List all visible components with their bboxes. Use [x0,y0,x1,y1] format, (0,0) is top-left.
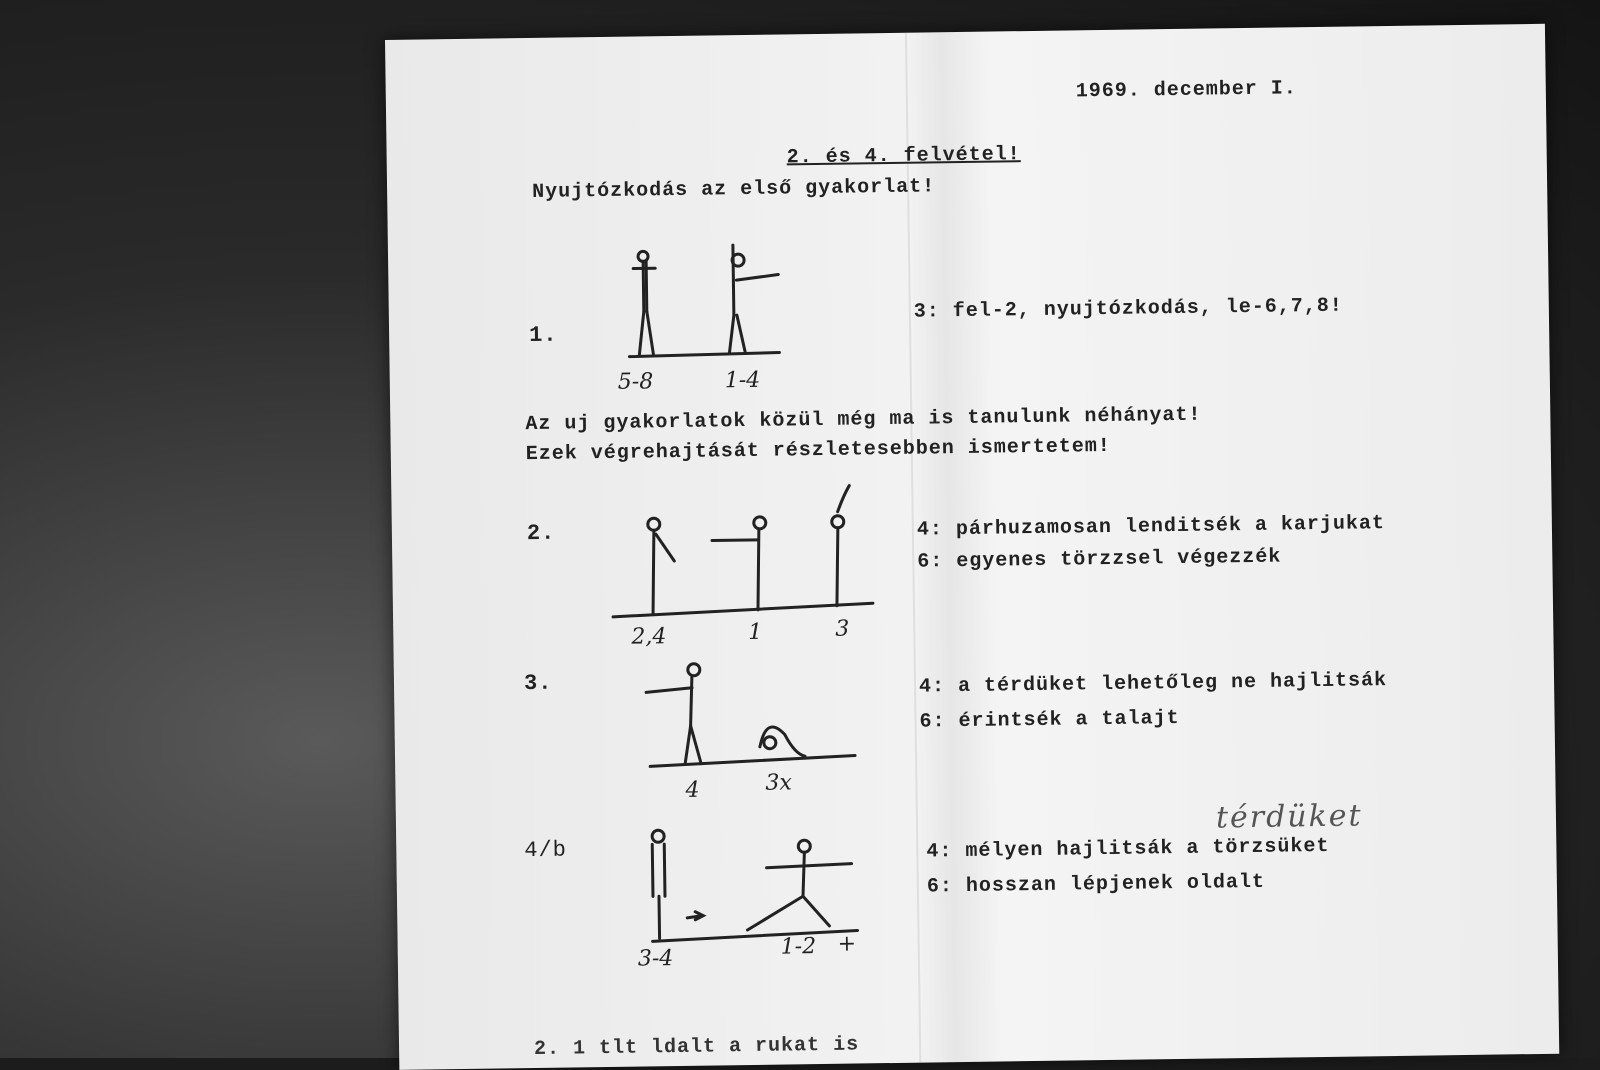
exercise-4-number: 4/b [524,838,567,864]
intro-line-1: Az uj gyakorlatok közül még ma is tanulunk néhányat! [525,404,1201,436]
exercise-2-label-3: 3 [835,617,849,642]
exercise-2-label-1: 2,4 [631,624,666,649]
exercise-3-instruction-2: 6: érintsék a talajt [919,707,1179,734]
exercise-4-label-3: + [837,932,856,957]
exercise-2-sketch [611,485,873,617]
exercise-4-label-2: 1-2 [781,934,817,959]
document-subtitle: Nyujtózkodás az első gyakorlat! [532,175,935,204]
exercise-2-instruction-1: 4: párhuzamosan lenditsék a karjukat [917,512,1385,542]
exercise-3-label-2: 3x [765,770,792,795]
exercise-1-label-1: 5-8 [618,369,654,394]
exercise-1-label-2: 1-4 [725,368,761,393]
exercise-3-number: 3. [524,671,553,696]
document-heading: 2. és 4. felvétel! [787,143,1021,169]
exercise-2-label-2: 1 [748,620,762,645]
exercise-4-instruction-2: 6: hosszan lépjenek oldalt [927,871,1265,899]
exercise-3-sketch [646,662,855,767]
exercise-2-instruction-2: 6: egyenes törzzsel végezzék [917,546,1281,574]
exercise-sketches [385,24,1559,1070]
intro-line-2: Ezek végrehajtását részletesebben ismertetem! [526,435,1111,466]
exercise-1-number: 1. [529,323,558,348]
cut-off-line: 2. 1 tlt ldalt a rukat is [534,1033,859,1061]
typed-document [385,24,1559,1070]
exercise-2-number: 2. [527,521,556,546]
exercise-4-instruction-1: 4: mélyen hajlitsák a törzsüket [926,835,1329,864]
handwritten-correction: térdüket [1216,798,1363,835]
exercise-1-sketch [628,245,780,357]
document-date: 1969. december I. [1076,77,1297,103]
exercise-4-sketch [651,828,858,942]
exercise-3-instruction-1: 4: a térdüket lehetőleg ne hajlitsák [919,669,1387,699]
exercise-3-label-1: 4 [685,778,699,803]
exercise-1-instruction-1: 3: fel-2, nyujtózkodás, le-6,7,8! [914,295,1343,324]
exercise-4-label-1: 3-4 [638,946,674,971]
